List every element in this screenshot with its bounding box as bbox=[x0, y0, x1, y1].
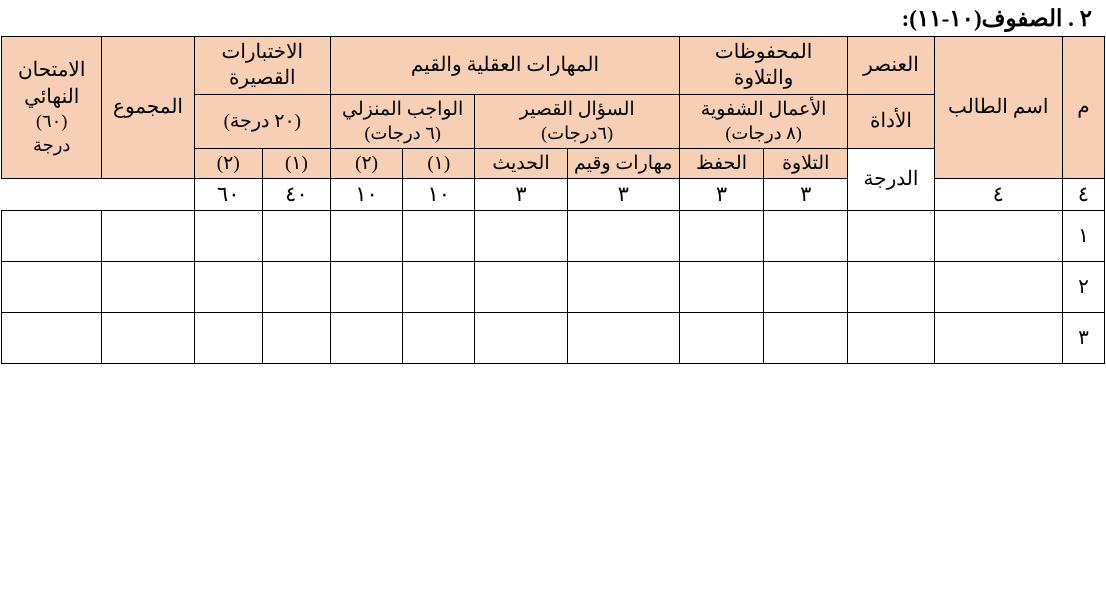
cell-hadith[interactable] bbox=[475, 211, 567, 262]
header-final-exam bbox=[2, 37, 102, 179]
table-row[interactable] bbox=[2, 313, 1105, 364]
header-short-question-marks: (٦درجات) bbox=[541, 122, 614, 143]
header-oral-work-label: الأعمال الشفوية bbox=[700, 98, 827, 120]
cell-final-exam[interactable] bbox=[2, 211, 102, 262]
cell-homework-2[interactable] bbox=[330, 211, 402, 262]
cell-test-2[interactable] bbox=[194, 313, 262, 364]
cell-homework-1[interactable] bbox=[403, 211, 475, 262]
degree-homework-2: ٣ bbox=[475, 178, 567, 211]
cell-total[interactable] bbox=[102, 262, 194, 313]
cell-test-2[interactable] bbox=[194, 211, 262, 262]
subheader-homework-2: (٢) bbox=[330, 148, 402, 178]
header-student-name: اسم الطالب bbox=[934, 37, 1062, 179]
degree-values-row bbox=[2, 178, 1105, 211]
cell-hadith[interactable] bbox=[475, 313, 567, 364]
table-header-row-1 bbox=[2, 37, 1105, 95]
cell-recitation[interactable] bbox=[764, 313, 848, 364]
degree-final-exam: ٦٠ bbox=[194, 178, 262, 211]
cell-test-1[interactable] bbox=[262, 313, 330, 364]
cell-student-name[interactable] bbox=[934, 313, 1062, 364]
cell-homework-2[interactable] bbox=[330, 313, 402, 364]
degree-test-1: ١٠ bbox=[403, 178, 475, 211]
row-index: ٢ bbox=[1062, 262, 1104, 313]
cell-recitation[interactable] bbox=[764, 211, 848, 262]
cell-total[interactable] bbox=[102, 211, 194, 262]
table-row[interactable] bbox=[2, 262, 1105, 313]
subheader-skills-values: مهارات وقيم bbox=[567, 148, 679, 178]
cell-final-exam[interactable] bbox=[2, 313, 102, 364]
subheader-hadith: الحديث bbox=[475, 148, 567, 178]
degree-total: ٤٠ bbox=[262, 178, 330, 211]
table-row[interactable] bbox=[2, 211, 1105, 262]
header-tool: الأداة bbox=[848, 94, 934, 148]
degree-test-2: ١٠ bbox=[330, 178, 402, 211]
header-short-question-label: السؤال القصير bbox=[519, 98, 635, 120]
header-final-exam-label: الامتحان النهائي bbox=[17, 59, 86, 108]
row-index: ١ bbox=[1062, 211, 1104, 262]
cell-memorization[interactable] bbox=[679, 211, 763, 262]
section-title bbox=[0, 0, 1106, 36]
header-homework bbox=[330, 94, 474, 148]
degree-skills-values: ٣ bbox=[764, 178, 848, 211]
cell-test-1[interactable] bbox=[262, 211, 330, 262]
cell-homework-1[interactable] bbox=[403, 262, 475, 313]
header-element: العنصر bbox=[848, 37, 934, 95]
cell-homework-1[interactable] bbox=[403, 313, 475, 364]
cell-total[interactable] bbox=[102, 313, 194, 364]
cell-homework-2[interactable] bbox=[330, 262, 402, 313]
section-title-text: ٢ . الصفوف(١٠-١١): bbox=[901, 6, 1092, 31]
header-short-tests-marks: (٢٠ درجة) bbox=[194, 94, 330, 148]
cell-skills-values[interactable] bbox=[567, 313, 679, 364]
cell-student-name[interactable] bbox=[934, 211, 1062, 262]
header-total: المجموع bbox=[102, 37, 194, 179]
subheader-test-1: (١) bbox=[262, 148, 330, 178]
header-index: م bbox=[1062, 37, 1104, 179]
cell-memorization[interactable] bbox=[679, 262, 763, 313]
cell-hadith[interactable] bbox=[475, 262, 567, 313]
subheader-test-2: (٢) bbox=[194, 148, 262, 178]
header-short-tests: الاختبارات القصيرة bbox=[194, 37, 330, 95]
cell-degree[interactable] bbox=[848, 211, 934, 262]
header-oral-work bbox=[679, 94, 847, 148]
subheader-memorization: الحفظ bbox=[679, 148, 763, 178]
row-index: ٣ bbox=[1062, 313, 1104, 364]
cell-skills-values[interactable] bbox=[567, 262, 679, 313]
header-oral-work-marks: (٨ درجات) bbox=[725, 122, 802, 143]
header-final-exam-marks: (٦٠) bbox=[36, 110, 68, 131]
grades-table bbox=[1, 36, 1105, 364]
header-homework-label: الواجب المنزلي bbox=[342, 98, 464, 120]
cell-test-2[interactable] bbox=[194, 262, 262, 313]
cell-degree[interactable] bbox=[848, 262, 934, 313]
cell-skills-values[interactable] bbox=[567, 211, 679, 262]
cell-recitation[interactable] bbox=[764, 262, 848, 313]
cell-student-name[interactable] bbox=[934, 262, 1062, 313]
degree-memorization: ٤ bbox=[934, 178, 1062, 211]
degree-homework-1: ٣ bbox=[567, 178, 679, 211]
degree-recitation: ٤ bbox=[1062, 178, 1104, 211]
cell-test-1[interactable] bbox=[262, 262, 330, 313]
header-mental-skills-values: المهارات العقلية والقيم bbox=[330, 37, 679, 95]
header-short-question bbox=[475, 94, 680, 148]
header-final-exam-unit: درجة bbox=[32, 134, 71, 155]
header-homework-marks: (٦ درجات) bbox=[364, 122, 441, 143]
header-memorization-recitation: المحفوظات والتلاوة bbox=[679, 37, 847, 95]
cell-memorization[interactable] bbox=[679, 313, 763, 364]
header-degree: الدرجة bbox=[848, 148, 934, 211]
degree-hadith: ٣ bbox=[679, 178, 763, 211]
subheader-homework-1: (١) bbox=[403, 148, 475, 178]
cell-final-exam[interactable] bbox=[2, 262, 102, 313]
cell-degree[interactable] bbox=[848, 313, 934, 364]
subheader-recitation: التلاوة bbox=[764, 148, 848, 178]
